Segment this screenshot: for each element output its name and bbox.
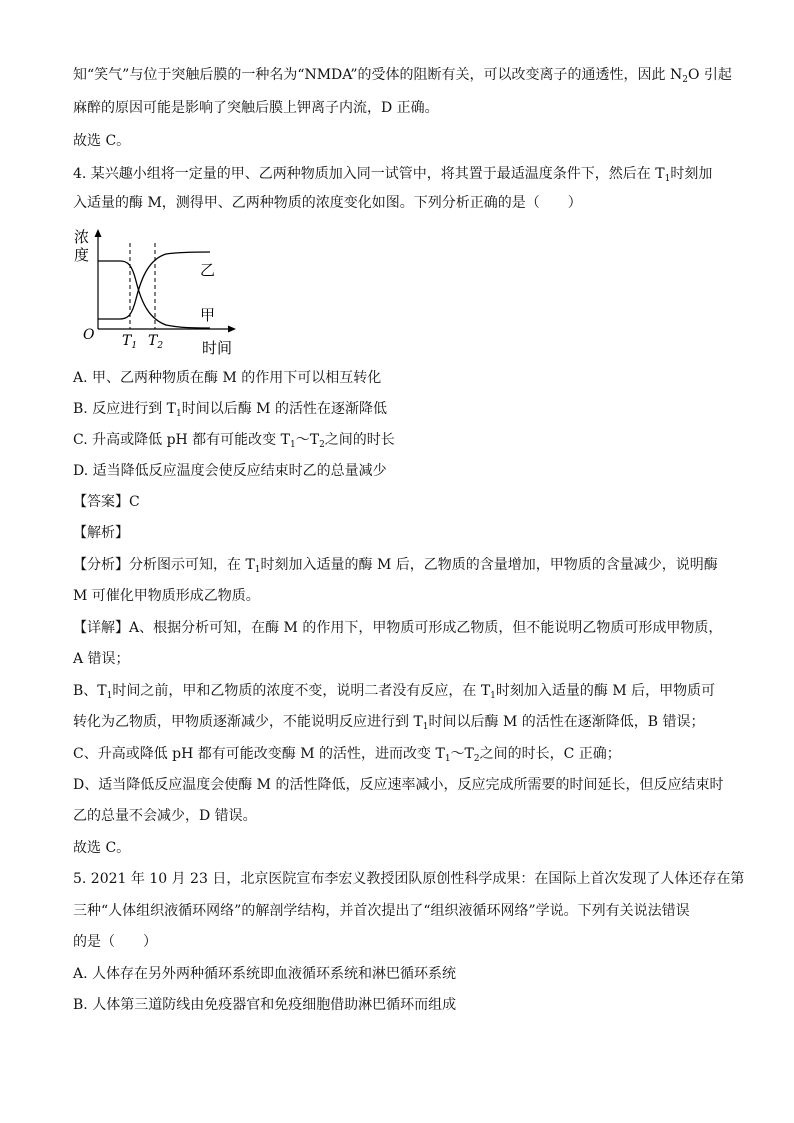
q4-xiangjie-line-1: 【详解】A、根据分析可知，在酶 M 的作用下，甲物质可形成乙物质，但不能说明乙物质可形成甲物质， — [73, 620, 723, 636]
q5-stem-line-1: 5. 2021 年 10 月 23 日，北京医院宣布李宏义教授团队原创性科学成果：在国际上首次发现了人体还存在第 — [73, 871, 745, 887]
y-label-1: 浓 — [74, 228, 90, 246]
q4-answer: 【答案】C — [73, 494, 140, 510]
q3-text-line-2: 麻醉的原因可能是影响了突触后膜上钾离子内流，D 正确。 — [73, 100, 439, 116]
t1-label: $T_1$ — [122, 333, 138, 351]
q4-option-d: D. 适当降低反应温度会使反应结束时乙的总量减少 — [73, 463, 387, 479]
q4-d-line-1: D、适当降低反应温度会使酶 M 的活性降低，反应速率减小，反应完成所需要的时间延长，但反应结束时 — [73, 777, 724, 793]
q4-option-c: C. 升高或降低 pH 都有可能改变 $T_1\sim T_2$之间的时长 — [73, 432, 395, 450]
q5-option-a: A. 人体存在另外两种循环系统即血液循环系统和淋巴循环系统 — [73, 966, 457, 982]
q4-c-line: C、升高或降低 pH 都有可能改变酶 M 的活性，进而改变 $T_1\sim T_2$之间的时长，C 正确； — [73, 746, 621, 764]
y-label-2: 度 — [74, 246, 90, 264]
curve-yi — [98, 252, 210, 319]
y-axis-arrow — [95, 229, 102, 237]
concentration-time-figure — [70, 225, 250, 360]
q4-b-line-2: 转化为乙物质，甲物质逐渐减少，不能说明反应进行到 $T_1$时间以后酶 M 的活性在逐渐降低，B 错误； — [73, 714, 705, 732]
x-label: 时间 — [202, 339, 233, 357]
q4-stem-line-1: 4. 某兴趣小组将一定量的甲、乙两种物质加入同一试管中，将其置于最适温度条件下，然后在 $T_1$时刻加 — [73, 166, 713, 184]
q4-fenxi-line-1: 【分析】分析图示可知，在 $T_1$时刻加入适量的酶 M 后，乙物质的含量增加，甲物质的含量减少，说明酶 — [73, 557, 718, 575]
origin-label: O — [83, 327, 95, 343]
curve-jia-label: 甲 — [200, 306, 216, 324]
q4-fenxi-line-2: M 可催化甲物质形成乙物质。 — [73, 588, 260, 604]
q5-option-b: B. 人体第三道防线由免疫器官和免疫细胞借助淋巴循环而组成 — [73, 997, 457, 1013]
t2-label: $T_2$ — [148, 333, 164, 351]
q5-stem-line-3: 的是（ ） — [73, 934, 157, 950]
q3-conclusion: 故选 C。 — [73, 133, 131, 149]
q4-stem-line-2: 入适量的酶 M，测得甲、乙两种物质的浓度变化如图。下列分析正确的是（ ） — [73, 195, 582, 211]
q4-option-b: B. 反应进行到 $T_1$时间以后酶 M 的活性在逐渐降低 — [73, 401, 387, 419]
x-axis-arrow — [228, 326, 236, 333]
curve-yi-label: 乙 — [200, 261, 216, 279]
q4-conclusion: 故选 C。 — [73, 840, 131, 856]
q4-option-a: A. 甲、乙两种物质在酶 M 的作用下可以相互转化 — [73, 370, 382, 386]
q3-text-line-1: 知“笑气”与位于突触后膜的一种名为“NMDA”的受体的阻断有关，可以改变离子的通透性，因此 $N_2O$ 引起 — [73, 67, 732, 85]
curve-jia — [98, 261, 210, 328]
q4-analysis-heading: 【解析】 — [73, 525, 129, 541]
q4-xiangjie-line-2: A 错误； — [73, 651, 130, 667]
q4-b-line-1: B、$T_1$时间之前，甲和乙物质的浓度不变，说明二者没有反应，在 $T_1$时刻加入适量的酶 M 后，甲物质可 — [73, 683, 716, 701]
q5-stem-line-2: 三种“人体组织液循环网络”的解剖学结构，并首次提出了“组织液循环网络”学说。下列有关说法错误 — [73, 903, 690, 919]
q4-d-line-2: 乙的总量不会减少，D 错误。 — [73, 808, 257, 824]
